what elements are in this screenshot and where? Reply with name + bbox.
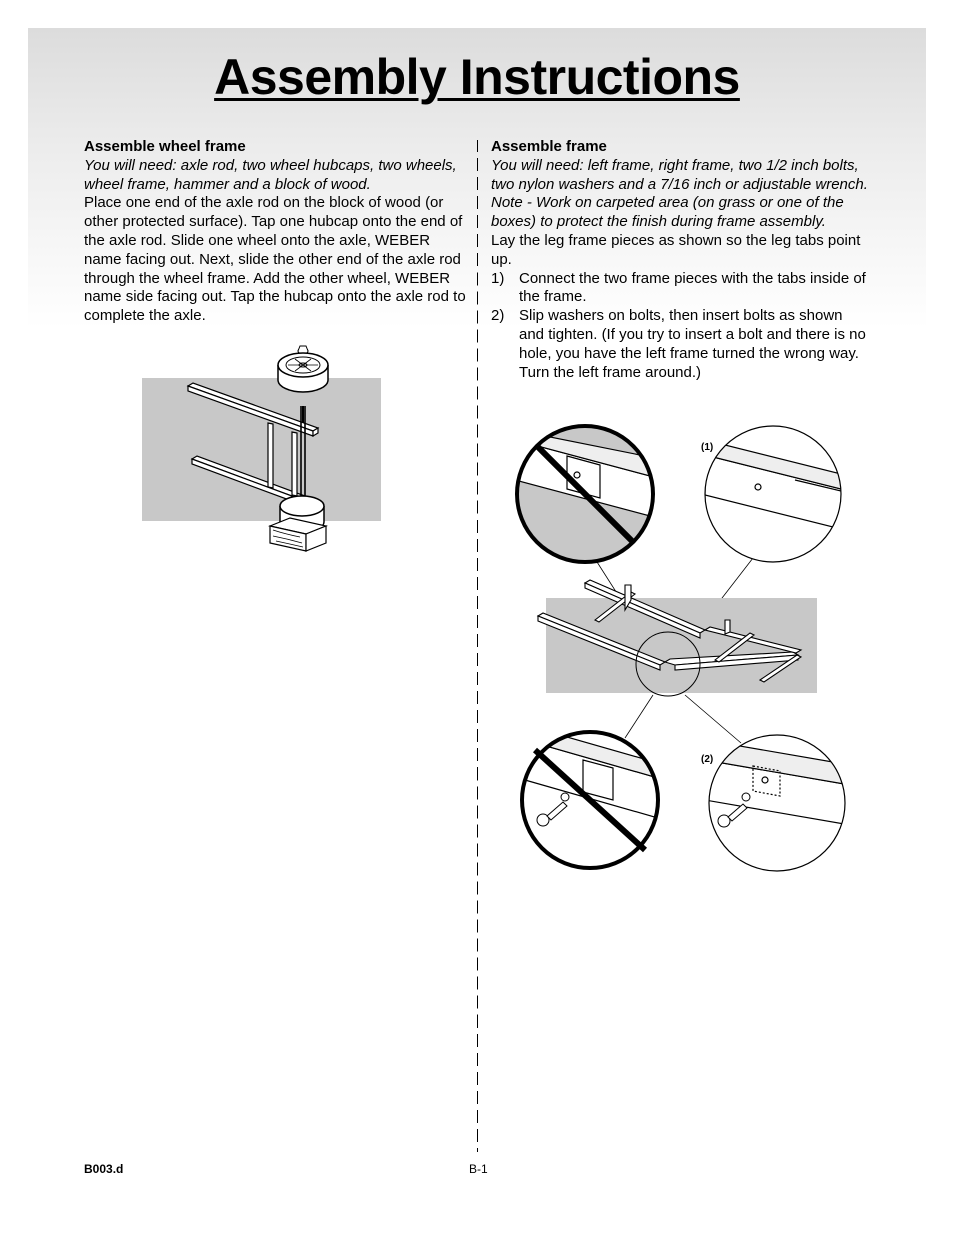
correct-tab-detail-icon <box>705 426 845 562</box>
page-title: Assembly Instructions <box>214 49 740 105</box>
wheel-frame-illustration <box>140 338 385 556</box>
column-divider <box>477 140 478 1152</box>
frame-instructions: Lay the leg frame pieces as shown so the leg tabs point up. <box>491 231 861 268</box>
wheel-frame-instructions: Place one end of the axle rod on the block of wood (or other protected surface). Tap one hubcap onto the end of the axle rod. Slide one wheel onto the axle, WEBER name facing out. Next, slide the other end of the axle rod through the wheel frame. Add the other wheel, WEBER name side facing out. Tap the hubcap onto the axle rod to complete the axle. <box>84 194 466 325</box>
frame-steps-list <box>491 270 871 383</box>
page-number: B-1 <box>469 1162 488 1176</box>
list-item <box>491 307 871 382</box>
wheel-frame-needs: You will need: axle rod, two wheel hubcaps, two wheels, wheel frame, hammer and a block of wood. <box>84 156 457 193</box>
frame-section <box>491 138 871 382</box>
callout-label-2: (2) <box>701 754 714 765</box>
wheel-icon <box>278 353 328 392</box>
step-text: Slip washers on bolts, then insert bolts as shown and tighten. (If you try to insert a bolt and there is no hole, you have the left frame turned the wrong way. Turn the left frame around.) <box>519 307 866 381</box>
illustration-backdrop <box>142 378 381 521</box>
frame-note: Note - Work on carpeted area (on grass or one of the boxes) to protect the finish during frame assembly. <box>491 194 844 231</box>
step-number: 1) <box>491 269 505 287</box>
list-item <box>491 270 871 308</box>
callout-label-1: (1) <box>701 442 714 453</box>
wheel-frame-section <box>84 138 466 326</box>
wrong-bolt-detail-icon <box>522 725 665 868</box>
wheel-frame-heading: Assemble wheel frame <box>84 138 246 155</box>
document-code: B003.d <box>84 1162 124 1176</box>
bolt-insert-detail-icon <box>705 735 850 871</box>
frame-needs: You will need: left frame, right frame, two 1/2 inch bolts, two nylon washers and a 7/16 inch or adjustable wrench. <box>491 156 868 193</box>
step-text: Connect the two frame pieces with the tabs inside of the frame. <box>519 269 866 306</box>
step-number: 2) <box>491 307 505 325</box>
frame-assembly-illustration <box>505 420 855 875</box>
wrong-orientation-detail-icon <box>515 426 665 562</box>
frame-heading: Assemble frame <box>491 138 607 155</box>
